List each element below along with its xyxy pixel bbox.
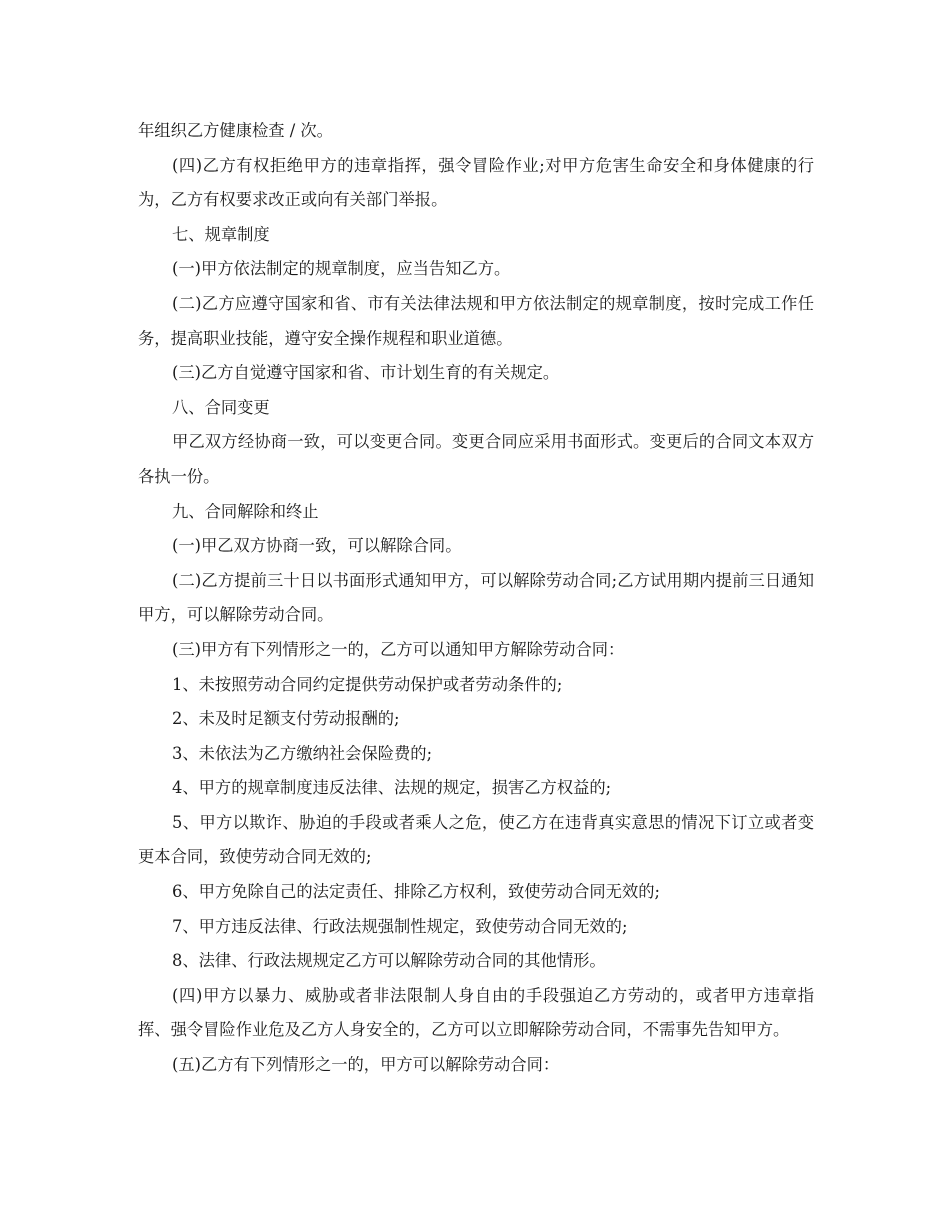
paragraph-refuse-illegal-orders: (四)乙方有权拒绝甲方的违章指挥，强令冒险作业;对甲方危害生命安全和身体健康的行为，乙方有权要求改正或向有关部门举报。 <box>138 155 814 210</box>
paragraph-immediate-termination: (四)甲方以暴力、威胁或者非法限制人身自由的手段强迫乙方劳动的，或者甲方违章指挥、强令冒险作业危及乙方人身安全的，乙方可以立即解除劳动合同，不需事先告知甲方。 <box>138 985 814 1040</box>
paragraph-rules-comply: (二)乙方应遵守国家和省、市有关法律法规和甲方依法制定的规章制度，按时完成工作任务，提高职业技能，遵守安全操作规程和职业道德。 <box>138 293 814 348</box>
section-heading-contract-change: 八、合同变更 <box>172 397 270 417</box>
paragraph-mutual-termination: (一)甲乙双方协商一致，可以解除合同。 <box>172 536 462 556</box>
paragraph-family-planning: (三)乙方自觉遵守国家和省、市计划生育的有关规定。 <box>172 363 560 383</box>
paragraph-contract-change: 甲乙双方经协商一致，可以变更合同。变更合同应采用书面形式。变更后的合同文本双方各执一份。 <box>138 432 814 486</box>
section-heading-termination: 九、合同解除和终止 <box>172 501 319 521</box>
document-body <box>138 114 814 1083</box>
section-heading-rules: 七、规章制度 <box>172 224 270 244</box>
list-item: 2、未及时足额支付劳动报酬的; <box>172 709 400 729</box>
list-item: 4、甲方的规章制度违反法律、法规的规定，损害乙方权益的; <box>172 778 612 798</box>
paragraph-health-check-continuation: 年组织乙方健康检查 / 次。 <box>138 121 333 140</box>
paragraph-employer-may-terminate: (五)乙方有下列情形之一的，甲方可以解除劳动合同： <box>172 1055 560 1075</box>
list-item: 8、法律、行政法规规定乙方可以解除劳动合同的其他情形。 <box>172 951 606 971</box>
list-item: 7、甲方违反法律、行政法规强制性规定，致使劳动合同无效的; <box>172 916 628 936</box>
list-item: 6、甲方免除自己的法定责任、排除乙方权利，致使劳动合同无效的; <box>172 882 661 902</box>
list-item: 1、未按照劳动合同约定提供劳动保护或者劳动条件的; <box>172 674 563 694</box>
paragraph-employee-may-terminate: (三)甲方有下列情形之一的，乙方可以通知甲方解除劳动合同： <box>172 639 625 659</box>
paragraph-notice-termination: (二)乙方提前三十日以书面形式通知甲方，可以解除劳动合同;乙方试用期内提前三日通知甲方，可以解除劳动合同。 <box>138 570 814 625</box>
list-item: 3、未依法为乙方缴纳社会保险费的; <box>172 743 433 763</box>
list-item: 5、甲方以欺诈、胁迫的手段或者乘人之危，使乙方在违背真实意思的情况下订立或者变更本合同，致使劳动合同无效的; <box>138 812 814 867</box>
paragraph-rules-inform: (一)甲方依法制定的规章制度，应当告知乙方。 <box>172 259 511 279</box>
